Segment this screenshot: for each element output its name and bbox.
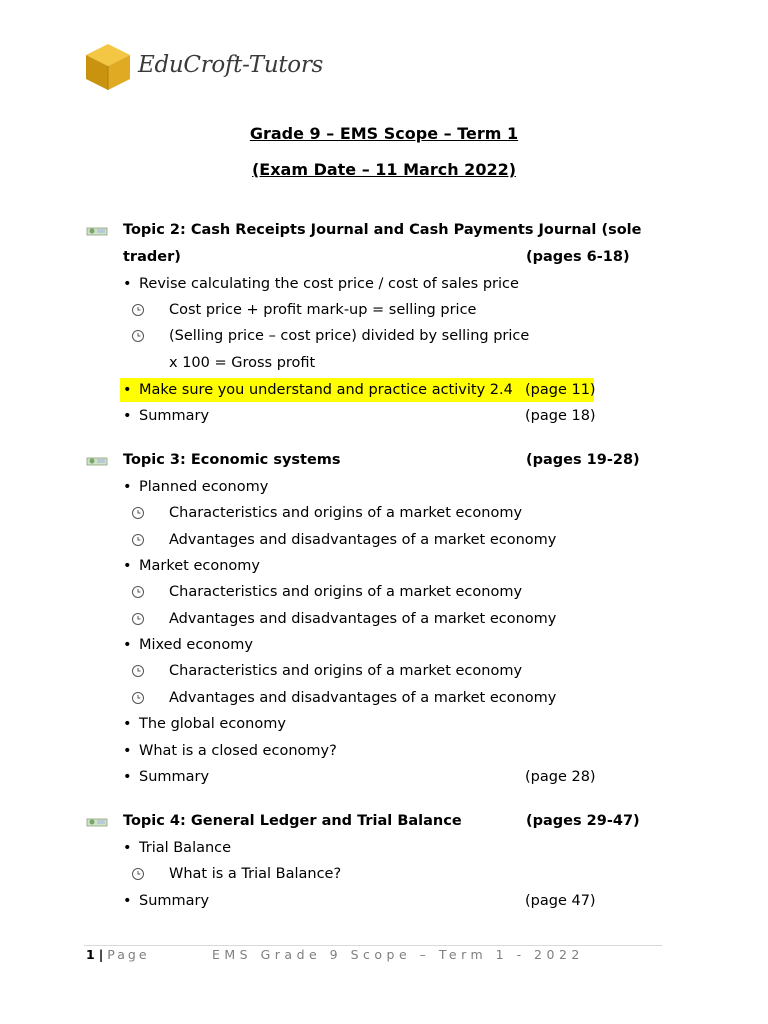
page-title: Grade 9 – EMS Scope – Term 1 xyxy=(249,124,519,143)
footer-separator: | xyxy=(98,947,104,962)
topic2-heading: Topic 2: Cash Receipts Journal and Cash Payments Journal (sole xyxy=(123,222,642,238)
item-text: Summary xyxy=(139,769,210,785)
brand-logo xyxy=(84,42,344,94)
bullet: • xyxy=(123,716,132,732)
sub-item xyxy=(123,501,643,525)
topic3-heading: Topic 3: Economic systems xyxy=(123,452,341,468)
item-text: Revise calculating the cost price / cost of sales price xyxy=(139,276,519,292)
clock-icon xyxy=(131,612,145,626)
list-item xyxy=(123,404,643,428)
list-item xyxy=(123,889,643,913)
brand-name: EduCroft-Tutors xyxy=(138,52,324,78)
bullet: • xyxy=(123,479,132,495)
sub-item xyxy=(123,659,643,683)
bullet: • xyxy=(123,840,132,856)
list-item xyxy=(123,712,643,736)
bullet: • xyxy=(123,637,132,653)
bullet: • xyxy=(123,743,132,759)
list-item xyxy=(123,739,643,763)
list-item xyxy=(123,272,643,296)
page-number: 1 xyxy=(86,947,95,962)
highlighted-list-item xyxy=(120,378,594,402)
cube-logo-icon xyxy=(84,42,132,92)
page-footer xyxy=(86,947,584,963)
bullet: • xyxy=(123,558,132,574)
sub-item xyxy=(123,580,643,604)
sub-item xyxy=(123,298,643,322)
sub-item xyxy=(123,324,643,348)
clock-icon xyxy=(131,303,145,317)
item-text: Cost price + profit mark-up = selling price xyxy=(169,302,477,318)
topic4-heading-row xyxy=(123,809,643,833)
topic2-heading-line2: trader) xyxy=(123,249,181,265)
clock-icon xyxy=(131,533,145,547)
item-text: x 100 = Gross profit xyxy=(169,355,316,371)
topic4-heading: Topic 4: General Ledger and Trial Balance xyxy=(123,813,462,829)
exam-date: (Exam Date – 11 March 2022) xyxy=(251,160,517,179)
item-text: Trial Balance xyxy=(139,840,232,856)
sub-item xyxy=(123,686,643,710)
clock-icon xyxy=(131,506,145,520)
sub-item xyxy=(123,607,643,631)
item-text: (Selling price – cost price) divided by selling price xyxy=(169,328,530,344)
item-page: (page 11) xyxy=(525,382,596,398)
clock-icon xyxy=(131,585,145,599)
sub-item xyxy=(123,528,643,552)
list-item xyxy=(123,765,643,789)
item-page: (page 28) xyxy=(525,769,596,785)
item-text: Characteristics and origins of a market economy xyxy=(169,584,523,600)
list-item xyxy=(123,554,643,578)
topic2-heading-cont xyxy=(123,245,643,269)
topic-bullet-icon xyxy=(86,455,108,467)
clock-icon xyxy=(131,867,145,881)
clock-icon xyxy=(131,664,145,678)
item-text: Advantages and disadvantages of a market economy xyxy=(169,690,557,706)
item-text: Mixed economy xyxy=(139,637,253,653)
footer-title: EMS Grade 9 Scope – Term 1 - 2022 xyxy=(212,947,584,962)
item-text: Characteristics and origins of a market economy xyxy=(169,505,523,521)
bullet: • xyxy=(123,276,132,292)
item-text: Planned economy xyxy=(139,479,269,495)
topic2-pages: (pages 6-18) xyxy=(526,249,630,265)
footer-divider xyxy=(84,945,662,946)
bullet: • xyxy=(123,893,132,909)
topic4-pages: (pages 29-47) xyxy=(526,813,640,829)
sub-item xyxy=(123,862,643,886)
topic3-pages: (pages 19-28) xyxy=(526,452,640,468)
list-item xyxy=(123,633,643,657)
bullet: • xyxy=(123,382,132,398)
list-item xyxy=(123,836,643,860)
clock-icon xyxy=(131,329,145,343)
item-page: (page 18) xyxy=(525,408,596,424)
topic-bullet-icon xyxy=(86,816,108,828)
bullet: • xyxy=(123,769,132,785)
item-text: What is a closed economy? xyxy=(139,743,337,759)
bullet: • xyxy=(123,408,132,424)
item-text: Advantages and disadvantages of a market economy xyxy=(169,532,557,548)
item-text: Characteristics and origins of a market economy xyxy=(169,663,523,679)
item-text: Advantages and disadvantages of a market economy xyxy=(169,611,557,627)
item-text: Summary xyxy=(139,408,210,424)
page-label: Page xyxy=(107,947,150,962)
sub-item-continuation xyxy=(123,351,643,375)
topic-bullet-icon xyxy=(86,225,108,237)
item-text: Market economy xyxy=(139,558,260,574)
item-page: (page 47) xyxy=(525,893,596,909)
clock-icon xyxy=(131,691,145,705)
list-item xyxy=(123,475,643,499)
item-text: What is a Trial Balance? xyxy=(169,866,342,882)
item-text: Make sure you understand and practice activity 2.4 xyxy=(139,382,513,398)
topic3-heading-row xyxy=(123,448,643,472)
item-text: Summary xyxy=(139,893,210,909)
item-text: The global economy xyxy=(139,716,286,732)
